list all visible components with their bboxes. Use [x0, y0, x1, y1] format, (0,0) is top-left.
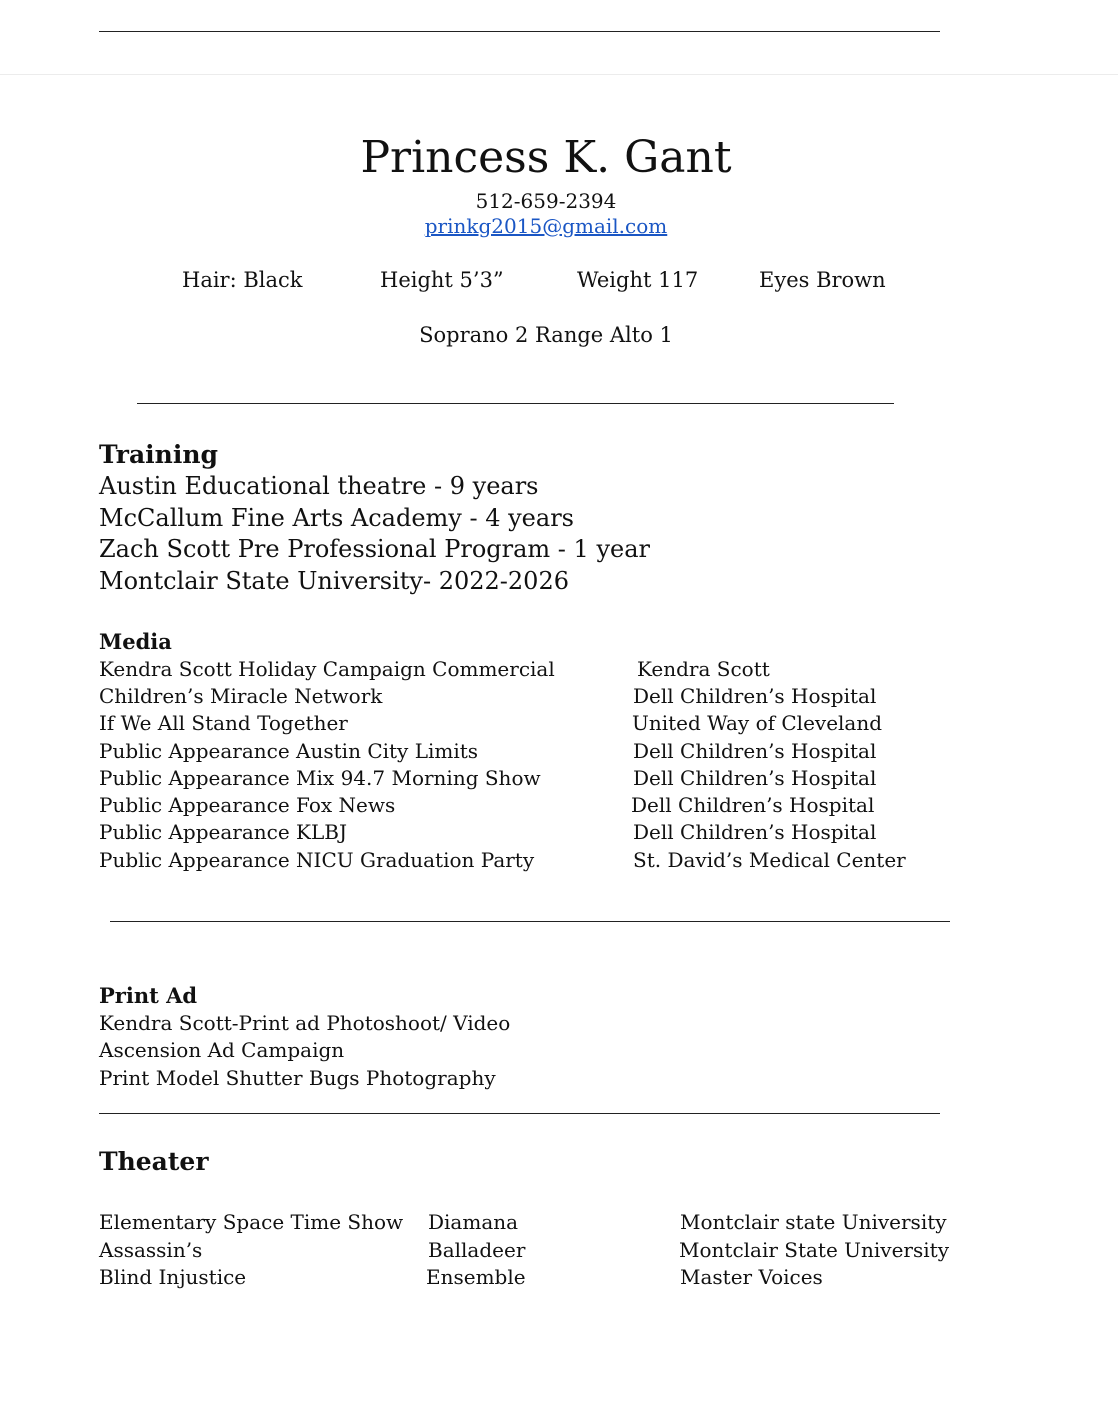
- training-heading: Training: [99, 440, 218, 469]
- theater-venue: Montclair State University: [679, 1238, 949, 1262]
- theater-venue: Montclair state University: [680, 1210, 947, 1234]
- media-title: Kendra Scott Holiday Campaign Commercial: [99, 657, 555, 681]
- media-heading: Media: [99, 629, 172, 654]
- media-org: Dell Children’s Hospital: [633, 766, 877, 790]
- candidate-name: Princess K. Gant: [360, 132, 732, 183]
- media-org: Dell Children’s Hospital: [631, 793, 875, 817]
- page-separator: [0, 74, 1118, 75]
- theater-show: Blind Injustice: [99, 1265, 247, 1289]
- height-stat: Height 5’3”: [380, 268, 504, 292]
- email-link[interactable]: prinkg2015@gmail.com: [424, 214, 668, 238]
- hair-stat: Hair: Black: [182, 268, 303, 292]
- section-divider: [110, 921, 950, 922]
- media-title: If We All Stand Together: [99, 711, 348, 735]
- theater-venue: Master Voices: [680, 1265, 823, 1289]
- training-item: Austin Educational theatre - 9 years: [99, 472, 539, 500]
- print-ad-item: Print Model Shutter Bugs Photography: [99, 1066, 496, 1090]
- voice-range: Soprano 2 Range Alto 1: [419, 323, 673, 347]
- training-item: McCallum Fine Arts Academy - 4 years: [99, 503, 574, 532]
- training-item: Montclair State University- 2022-2026: [99, 566, 569, 595]
- theater-show: Elementary Space Time Show: [99, 1210, 404, 1234]
- theater-role: Balladeer: [428, 1238, 526, 1262]
- theater-heading: Theater: [99, 1147, 209, 1176]
- print-ad-item: Ascension Ad Campaign: [99, 1038, 345, 1062]
- section-divider: [137, 403, 894, 404]
- media-org: Dell Children’s Hospital: [633, 684, 877, 708]
- media-title: Public Appearance KLBJ: [99, 820, 347, 844]
- media-org: Dell Children’s Hospital: [633, 739, 877, 763]
- section-divider: [99, 1113, 940, 1114]
- eyes-stat: Eyes Brown: [759, 268, 886, 292]
- theater-role: Ensemble: [426, 1265, 526, 1289]
- media-title: Public Appearance Austin City Limits: [99, 739, 479, 763]
- media-org: United Way of Cleveland: [632, 711, 883, 735]
- media-org: Dell Children’s Hospital: [633, 820, 877, 844]
- media-org: Kendra Scott: [637, 657, 770, 681]
- theater-role: Diamana: [428, 1210, 519, 1234]
- theater-show: Assassin’s: [99, 1238, 203, 1262]
- print-ad-heading: Print Ad: [99, 983, 198, 1008]
- media-title: Public Appearance Fox News: [99, 793, 396, 817]
- media-org: St. David’s Medical Center: [633, 848, 906, 872]
- media-title: Public Appearance Mix 94.7 Morning Show: [99, 766, 541, 790]
- weight-stat: Weight 117: [577, 268, 699, 292]
- phone-number: 512-659-2394: [475, 189, 617, 213]
- print-ad-item: Kendra Scott-Print ad Photoshoot/ Video: [99, 1011, 511, 1035]
- media-title: Children’s Miracle Network: [99, 684, 383, 708]
- training-item: Zach Scott Pre Professional Program - 1 year: [99, 535, 650, 563]
- top-rule: [99, 31, 940, 32]
- media-title: Public Appearance NICU Graduation Party: [99, 848, 535, 872]
